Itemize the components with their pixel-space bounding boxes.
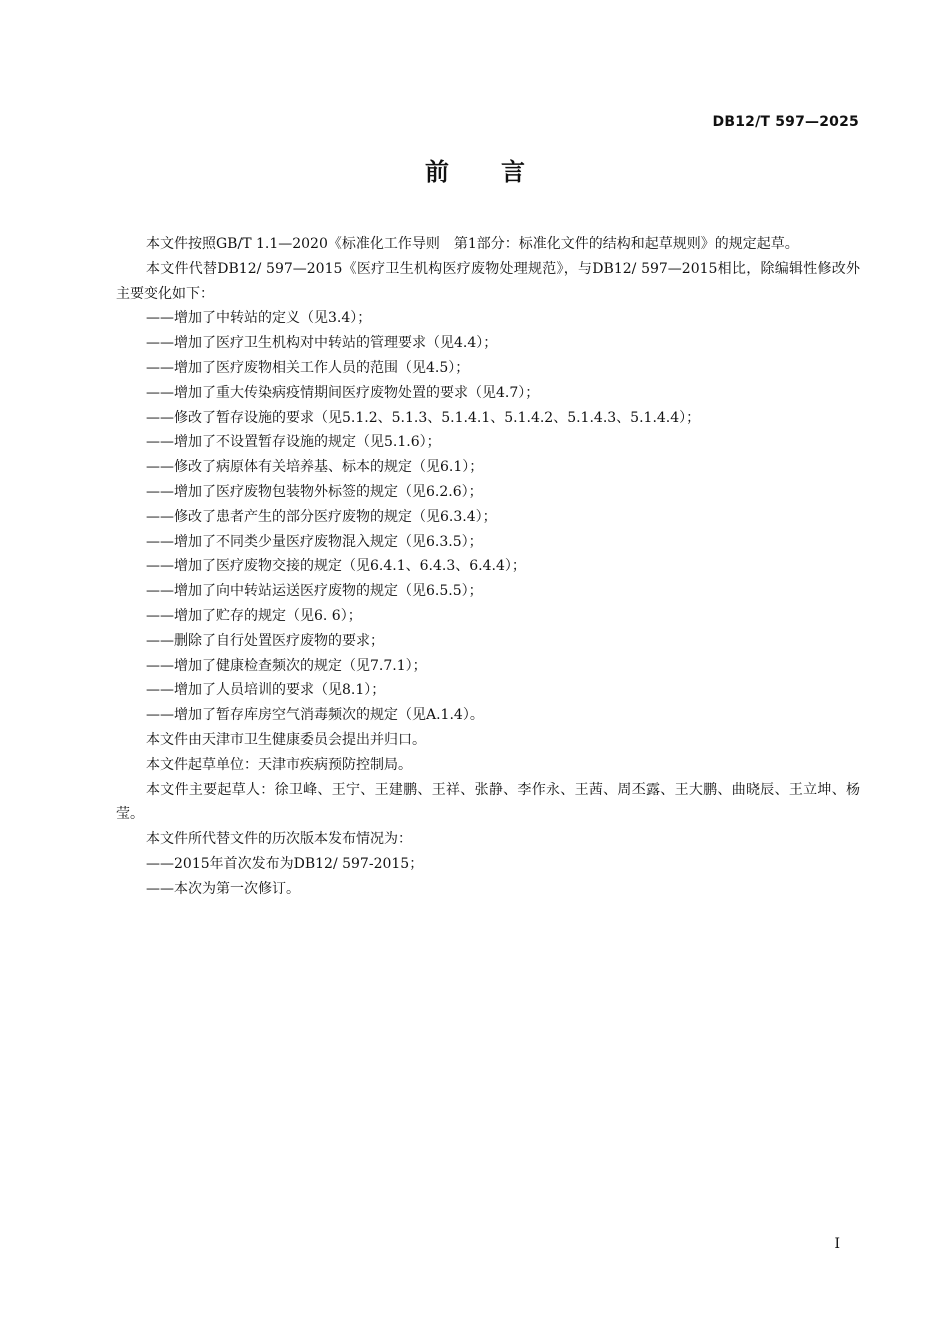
change-item: ——增加了医疗卫生机构对中转站的管理要求（见4.4）； xyxy=(146,335,498,352)
change-item: ——增加了不同类少量医疗废物混入规定（见6.3.5）； xyxy=(146,533,483,550)
page-title: 前言 xyxy=(425,158,577,186)
change-item: ——删除了自行处置医疗废物的要求； xyxy=(146,632,384,649)
change-item: ——增加了人员培训的要求（见8.1）； xyxy=(146,682,386,699)
paragraph-drafting-basis: 本文件按照GB/T 1.1—2020《标准化工作导则 第1部分：标准化文件的结构和起草规则》的规定起草。 xyxy=(146,236,799,252)
document-code: DB12/T 597—2025 xyxy=(712,114,859,130)
paragraph-history-intro: 本文件所代替文件的历次版本发布情况为： xyxy=(146,831,412,848)
paragraph-drafters: 本文件主要起草人：徐卫峰、王宁、王建鹏、王祥、张静、李作永、王茜、周丕露、王大鹏、曲晓辰、王立坤、杨莹。 xyxy=(116,781,860,823)
change-item: ——增加了中转站的定义（见3.4）； xyxy=(146,310,372,327)
paragraph-proposer: 本文件由天津市卫生健康委员会提出并归口。 xyxy=(146,731,426,748)
change-item: ——修改了病原体有关培养基、标本的规定（见6.1）； xyxy=(146,459,484,476)
change-item: ——增加了暂存库房空气消毒频次的规定（见A.1.4）。 xyxy=(146,707,484,724)
paragraph-drafting-unit: 本文件起草单位：天津市疾病预防控制局。 xyxy=(146,756,412,773)
change-item: ——增加了贮存的规定（见6. 6）； xyxy=(146,607,362,624)
change-item: ——增加了健康检查频次的规定（见7.7.1）； xyxy=(146,657,427,674)
change-item: ——增加了医疗废物交接的规定（见6.4.1、6.4.3、6.4.4）； xyxy=(146,558,526,575)
change-item: ——增加了医疗废物包装物外标签的规定（见6.2.6）； xyxy=(146,483,483,500)
change-item: ——增加了不设置暂存设施的规定（见5.1.6）； xyxy=(146,434,441,451)
foreword-body xyxy=(116,232,860,902)
paragraph-replacement: 本文件代替DB12/ 597—2015《医疗卫生机构医疗废物处理规范》，与DB12/ 597—2015相比，除编辑性修改外主要变化如下： xyxy=(116,260,860,302)
history-item: ——本次为第一次修订。 xyxy=(146,880,300,897)
page-number: I xyxy=(834,1236,840,1252)
history-item: ——2015年首次发布为DB12/ 597-2015； xyxy=(146,855,424,872)
change-item: ——修改了患者产生的部分医疗废物的规定（见6.3.4）； xyxy=(146,508,497,525)
change-item: ——增加了医疗废物相关工作人员的范围（见4.5）； xyxy=(146,359,470,376)
change-item: ——修改了暂存设施的要求（见5.1.2、5.1.3、5.1.4.1、5.1.4.2、5.1.4.3、5.1.4.4）； xyxy=(146,409,701,426)
change-item: ——增加了重大传染病疫情期间医疗废物处置的要求（见4.7）； xyxy=(146,384,540,401)
change-item: ——增加了向中转站运送医疗废物的规定（见6.5.5）； xyxy=(146,583,483,600)
